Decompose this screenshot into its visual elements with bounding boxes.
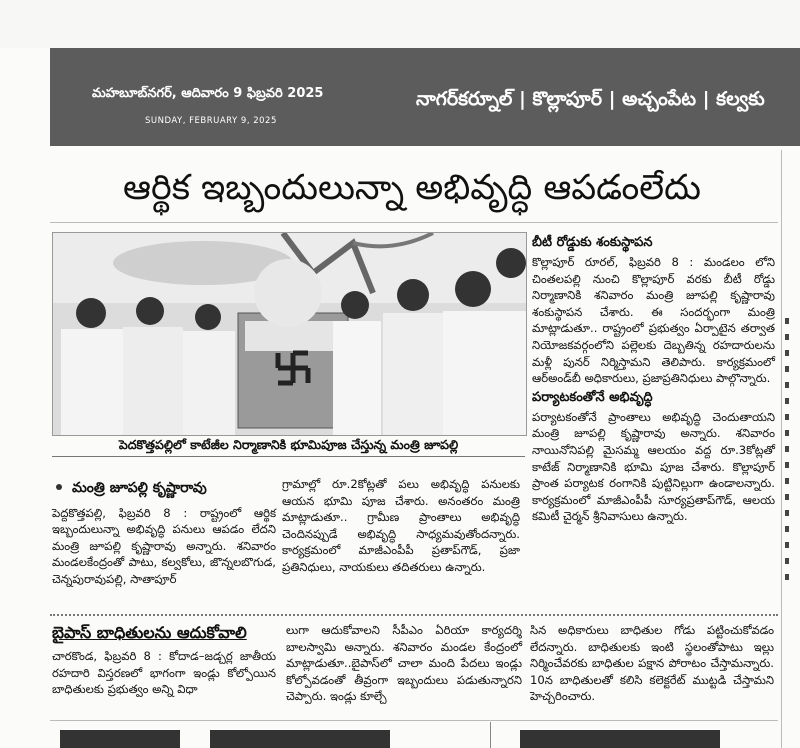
bypass-heading: బైపాస్ బాధితులను ఆదుకోవాలి — [52, 623, 247, 642]
bottom-rule — [50, 720, 778, 721]
page-top-margin — [0, 0, 800, 48]
main-story-text-2: గ్రామాల్లో రూ.2కోట్లతో పలు అభివృద్ధి పనులకు ఆయన భూమి పూజ చేశారు. అనంతరం మంత్రి మాట్లాడుతూ.. గ్రామీణ ప్రాంతాలు అభివృద్ధి చెందినప్పుడే అభివృద్ధి సాధ్యమవుతోందన్నారు. కార్యక్రమంలో మాజీఎంపీపీ ప్రతాప్‌గౌడ్, ప్రజా ప్రతినిధులు, నాయకులు తదితరులు ఉన్నారు. — [282, 477, 520, 574]
tourism-heading: పర్యాటకంతోనే అభివృద్ధి — [532, 389, 653, 405]
bypass-text-1: చారకొండ, ఫిబ్రవరి 8 : కోదాడ–జడ్చర్ల జాతీయ రహదారి విస్తరణలో భాగంగా ఇండ్లు కోల్పోయిన బాధితులకు ప్రభుత్వం అన్ని విధా — [52, 649, 276, 697]
main-story-col1 — [52, 476, 276, 588]
byline-text: మంత్రి జూపల్లి కృష్ణారావు — [72, 480, 207, 496]
news-photo — [52, 232, 527, 436]
column-divider — [781, 150, 782, 748]
cut-text-fragment — [60, 730, 180, 748]
headline-rule — [50, 222, 778, 223]
bypass-col1 — [52, 622, 276, 698]
bullet-icon — [56, 484, 62, 490]
main-story-text-1: పెద్దకొత్తపల్లి, ఫిబ్రవరి 8 : రాష్ట్రంలో ఆర్థిక ఇబ్బందులున్నా అభివృద్ధి పనులు ఆపడం లేదని మంత్రి జూపల్లి కృష్ణారావు అన్నారు. శనివారం మండలకేంద్రంతో పాటు, కల్వకోలు, జొన్నలబొగుడ, చెన్నపురావుపల్లి, సాతాపూర్ — [52, 505, 276, 586]
main-story-col2 — [282, 476, 520, 576]
right-column — [532, 234, 775, 525]
road-body: కొల్లాపూర్ రూరల్, ఫిబ్రవరి 8 : మండలం లోని చింతలపల్లి నుంచి కొల్లాపూర్ వరకు బీటీ రోడ్డు నిర్మాణానికి శనివారం మంత్రి జూపల్లి కృష్ణారావు శంకుస్థాపన చేశారు. ఈ సందర్భంగా మంత్రి మాట్లాడుతూ.. రాష్ట్రంలో ప్రభుత్వం ఏర్పాటైన తర్వాత నియోజకవర్గంలోని పల్లెలకు దెబ్బతిన్న రహదారులను మళ్లీ పునర్ నిర్మిస్తామని తెలిపారు. కార్యక్రమంలో ఆర్‌అండ్‌బీ అధికారులు, ప్రజాప్రతినిధులు పాల్గొన్నారు. — [532, 255, 775, 386]
bypass-text-2: లుగా ఆదుకోవాలని సీపీఎం ఏరియా కార్యదర్శి బాలస్వామి అన్నారు. శనివారం మండల కేంద్రంలో మాట్లాడుతూ..బైపాస్‌లో చాలా మంది పేదలు ఇండ్లు కోల్పోవడంతో తీవ్రంగా ఇబ్బందులు పడుతున్నారని చెప్పారు. ఇండ్లు కూల్చే — [286, 623, 522, 704]
cut-text-fragment — [210, 730, 390, 748]
page-header-band — [50, 48, 800, 146]
photo-caption: పెదకొత్తపల్లిలో కాటేజీల నిర్మాణానికి భూమిపూజ చేస్తున్న మంత్రి జూపల్లి — [52, 436, 525, 457]
bypass-col3 — [530, 622, 774, 705]
bypass-text-3: సిన అధికారులు బాధితుల గోడు పట్టించుకోవడం లేదన్నారు. బాధితులకు ఇంటి స్థలంతోపాటు ఇల్లు నిర్మించేవరకు బాధితుల పక్షాన పోరాటం చేస్తామన్నారు. 10న బాధితులతో కలిసి కలెక్టరేట్ ముట్టడి చేస్తామని హెచ్చరించారు. — [530, 623, 774, 704]
bypass-col2 — [286, 622, 522, 705]
story-separator — [50, 614, 778, 616]
road-heading: బీటీ రోడ్డుకు శంకుస్థాపన — [532, 235, 653, 250]
main-headline: ఆర్థిక ఇబ్బందులున్నా అభివృద్ధి ఆపడంలేదు — [123, 168, 701, 208]
bottom-divider — [490, 722, 491, 748]
byline — [52, 480, 276, 497]
adjacent-column-edge — [785, 318, 795, 618]
tourism-body: పర్యాటకంతోనే ప్రాంతాలు అభివృద్ధి చెందుతాయని మంత్రి జూపల్లి కృష్ణారావు అన్నారు. శనివారం నాయినోనిపల్లి మైసమ్మ ఆలయం వద్ద రూ.3కోట్లతో కాటేజ్ నిర్మాణానికి భూమి పూజ చేశారు. కొల్లాపూర్ ప్రాంత పర్యాటక రంగానికి పుట్టినిల్లుగా ఉండాలన్నారు. కార్యక్రమంలో మాజీఎంపీపీ సూర్యప్రతాప్‌గౌడ్, ఆలయ కమిటీ చైర్మన్ శ్రీనివాసులు ఉన్నారు. — [532, 409, 775, 524]
section-towns: నాగర్‌కర్నూల్ | కొల్లాపూర్ | అచ్చంపేట | కల్వకు — [416, 88, 765, 110]
cut-text-fragment — [520, 730, 720, 748]
dateline-english: SUNDAY, FEBRUARY 9, 2025 — [145, 116, 277, 126]
dateline-telugu: మహబూబ్‌నగర్, ఆదివారం 9 ఫిబ్రవరి 2025 — [92, 86, 324, 101]
